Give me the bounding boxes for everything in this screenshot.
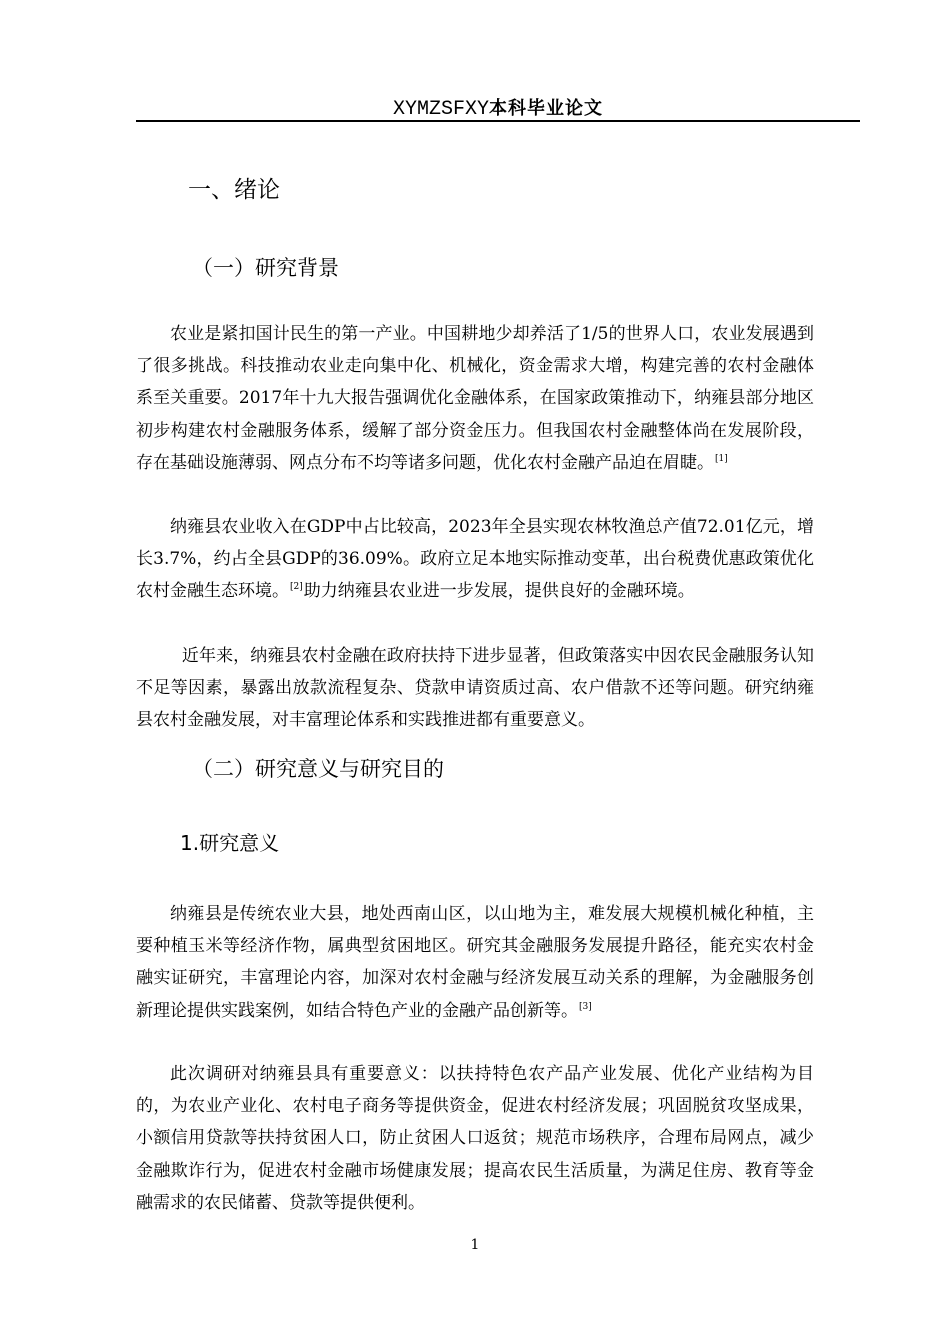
paragraph-significance-1 [136,898,814,1027]
paragraph-text: 农业是紧扣国计民生的第一产业。中国耕地少却养活了1/5的世界人口，农业发展遇到了很多挑战。科技推动农业走向集中化、机械化，资金需求大增，构建完善的农村金融体系至关重要。2017年十九大报告强调优化金融体系，在国家政策推动下，纳雍县部分地区初步构建农村金融服务体系，缓解了部分资金压力。但我国农村金融整体尚在发展阶段，存在基础设施薄弱、网点分布不均等诸多问题，优化农村金融产品迫在眉睫。 [136,324,814,473]
paragraph-text: 纳雍县农业收入在GDP中占比较高，2023年全县实现农林牧渔总产值72.01亿元，增长3.7%，约占全县GDP的36.09%。政府立足本地实际推动变革，出台税费优惠政策优化农村金融生态环境。 [136,517,814,602]
header-school-code: XYMZSFXY [392,98,489,121]
citation-mark: [2] [290,582,303,593]
subsection-title-significance: 1.研究意义 [180,831,280,855]
paragraph-text: 近年来，纳雍县农村金融在政府扶持下进步显著，但政策落实中因农民金融服务认知不足等因素，暴露出放款流程复杂、贷款申请资质过高、农户借款不还等问题。研究纳雍县农村金融发展，对丰富理论体系和实践推进都有重要意义。 [136,646,814,731]
paragraph-background-1 [136,318,814,479]
paragraph-text: 助力纳雍县农业进一步发展，提供良好的金融环境。 [303,581,695,602]
paragraph-significance-2 [136,1058,814,1219]
paragraph-background-2 [136,511,814,608]
chapter-title: 一、绪论 [188,177,280,203]
section-title-background: （一）研究背景 [192,256,339,280]
page-number: 1 [470,1237,480,1253]
citation-mark: [1] [715,453,728,464]
citation-mark: [3] [579,1001,592,1012]
header-title: 本科毕业论文 [489,98,603,119]
paragraph-background-3 [136,640,814,737]
section-title-significance: （二）研究意义与研究目的 [192,757,444,781]
paragraph-text: 纳雍县是传统农业大县，地处西南山区，以山地为主，难发展大规模机械化种植，主要种植玉米等经济作物，属典型贫困地区。研究其金融服务发展提升路径，能充实农村金融实证研究，丰富理论内容，加深对农村金融与经济发展互动关系的理解，为金融服务创新理论提供实践案例，如结合特色产业的金融产品创新等。 [136,904,814,1021]
page-header [136,92,860,122]
paragraph-text: 此次调研对纳雍县具有重要意义：以扶持特色农产品产业发展、优化产业结构为目的，为农业产业化、农村电子商务等提供资金，促进农村经济发展；巩固脱贫攻坚成果，小额信用贷款等扶持贫困人口，防止贫困人口返贫；规范市场秩序，合理布局网点，减少金融欺诈行为，促进农村金融市场健康发展；提高农民生活质量，为满足住房、教育等金融需求的农民储蓄、贷款等提供便利。 [136,1064,814,1213]
